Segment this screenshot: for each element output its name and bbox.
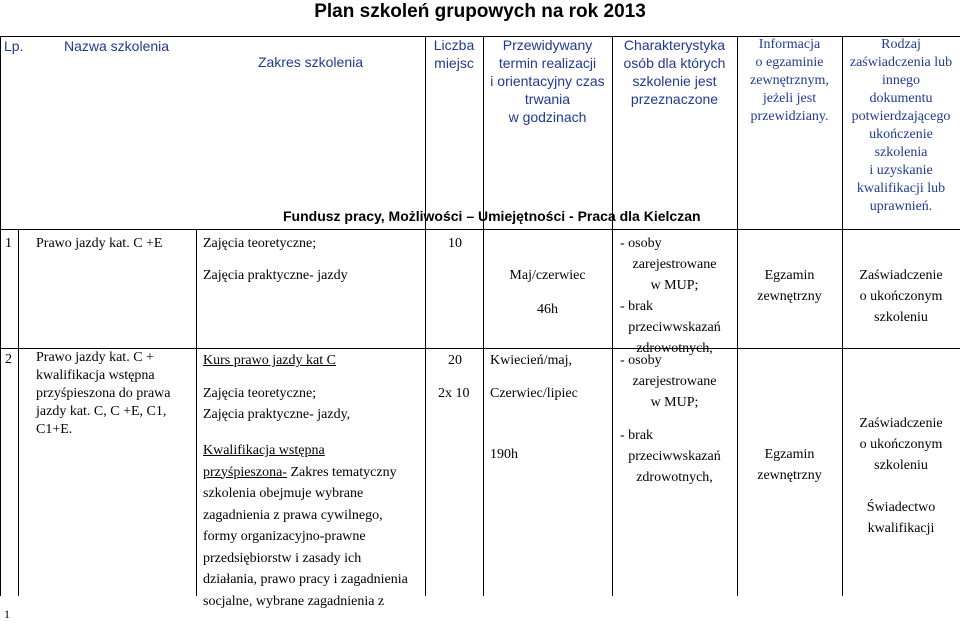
header-charakterystyka [612, 36, 737, 108]
row1-liczba: 10 [448, 236, 462, 251]
row1-zakres-line: Zajęcia praktyczne- jazdy [203, 268, 348, 283]
row2-egzamin-line: zewnętrzny [757, 468, 822, 483]
row1-czas: 46h [537, 302, 558, 317]
row1-dokument-line: o ukończonym [859, 289, 943, 304]
row2-kw-block [203, 440, 425, 612]
row1-char-line: zarejestrowane [632, 257, 717, 272]
row1-egzamin [737, 265, 842, 307]
header-termin-line: i orientacyjny czas [490, 73, 605, 89]
row2-termin: Czerwiec/lipiec [490, 386, 578, 401]
header-charakterystyka-line: Charakterystyka [623, 37, 726, 53]
header-termin-line: termin realizacji [498, 55, 597, 71]
row1-dokument [842, 265, 960, 328]
row2-nazwa-line: C1+E. [36, 422, 73, 437]
row2-dokument-line: kwalifikacji [867, 521, 935, 536]
row2-kw-line: działania, prawo pracy i zagadnienia [203, 572, 408, 587]
row2-liczba: 2x 10 [438, 386, 470, 401]
row2-kw-line: formy organizacyjno-prawne [203, 529, 366, 544]
row2-kw-line: przedsiębiorstw i zasady ich [203, 550, 362, 566]
header-informacja-line: Informacja [758, 37, 821, 52]
row1-termin: Maj/czerwiec [509, 268, 586, 283]
header-rodzaj-line: potwierdzającego [851, 109, 951, 124]
row2-dokument-line: Zaświadczenie [859, 416, 943, 431]
row2-lp: 2 [5, 352, 12, 367]
row2-char-line: w MUP; [650, 395, 699, 410]
header-rodzaj-line: ukończenie [869, 127, 933, 142]
row2-kw-title2: przyśpieszona- [203, 464, 287, 480]
row1-char-line: zdrowotnych, [636, 341, 713, 356]
row2-termin: Kwiecień/maj, [490, 353, 573, 368]
row2-czas: 190h [490, 447, 518, 462]
header-informacja-line: o egzaminie [755, 55, 824, 70]
row1-zakres-line: Zajęcia teoretyczne; [203, 236, 317, 251]
row2-kw-line: szkolenia obejmuje wybrane [203, 486, 364, 501]
header-rodzaj-line: uprawnień. [869, 199, 933, 214]
row2-nazwa-line: Prawo jazdy kat. C + [36, 350, 154, 365]
page-number: 1 [4, 607, 10, 621]
row2-nazwa-line: jazdy kat. C, C +E, C1, [36, 404, 167, 419]
header-informacja-line: jeżeli jest [762, 91, 817, 106]
row1-egzamin-line: zewnętrzny [757, 289, 822, 304]
row2-kw-line: zagadnienia z prawa cywilnego, [203, 507, 383, 523]
fund-line: Fundusz pracy, Możliwości – Umiejętności - Praca dla Kielczan [283, 208, 701, 224]
row2-kw-line [203, 462, 425, 484]
row1-dokument-line: Zaświadczenie [859, 268, 943, 283]
row2-char-line: - brak [620, 428, 654, 443]
page-title: Plan szkoleń grupowych na rok 2013 [314, 1, 646, 22]
header-charakterystyka-line: przeznaczone [630, 91, 719, 107]
row1-nazwa: Prawo jazdy kat. C +E [36, 236, 163, 251]
header-termin-line: trwania [524, 91, 571, 107]
row1-dokument-line: szkoleniu [874, 310, 928, 325]
row1-char-line: przeciwwskazań [628, 320, 721, 335]
header-nazwa: Nazwa szkolenia [64, 38, 170, 54]
header-rodzaj-line: dokumentu [869, 91, 933, 106]
header-termin [483, 36, 612, 126]
row2-dokument [842, 413, 960, 539]
row2-charakterystyka [612, 350, 737, 488]
row2-char-line: zarejestrowane [632, 374, 717, 389]
header-zakres: Zakres szkolenia [257, 54, 364, 70]
row1-lp: 1 [5, 236, 12, 251]
header-termin-line: Przewidywany [502, 37, 593, 53]
header-termin-line: w godzinach [508, 109, 587, 125]
col-divider [18, 229, 19, 596]
header-liczba-line: miejsc [434, 55, 474, 71]
row1-char-line: - osoby [620, 236, 662, 251]
row2-zakres-title: Kurs prawo jazdy kat C [203, 353, 336, 368]
header-rodzaj-line: innego [881, 73, 921, 88]
header-informacja-line: przewidziany. [750, 109, 829, 124]
header-rodzaj-line: i uzyskanie [869, 163, 933, 178]
header-charakterystyka-line: osób dla których [623, 55, 726, 71]
row2-char-line: przeciwwskazań [628, 449, 721, 464]
header-lp: Lp. [4, 38, 24, 54]
row2-nazwa-line: przyśpieszona do prawa [36, 386, 171, 401]
col-divider [196, 229, 197, 596]
row2-char-line: - osoby [620, 353, 662, 368]
header-rodzaj [842, 36, 960, 216]
row1-char-line: w MUP; [650, 278, 699, 293]
header-rodzaj-line: szkolenia [874, 145, 928, 160]
row2-zakres-line: Zajęcia teoretyczne; [203, 386, 317, 401]
row2-kw-title: Kwalifikacja wstępna [203, 443, 325, 458]
row2-nazwa [36, 349, 171, 439]
header-bottom-border [0, 229, 960, 230]
header-informacja [737, 36, 842, 126]
header-informacja-line: zewnętrznym, [750, 73, 829, 88]
row2-dokument-line: o ukończonym [859, 437, 943, 452]
row1-char-line: - brak [620, 299, 654, 314]
row2-kw-line: socjalne, wybrane zagadnienia z [203, 593, 385, 609]
header-liczba [425, 36, 483, 72]
col-divider [0, 36, 1, 596]
row2-kw-rest: Zakres tematyczny [286, 464, 397, 480]
row2-dokument-line: szkoleniu [874, 458, 928, 473]
header-rodzaj-line: kwalifikacji lub [856, 181, 946, 196]
row2-egzamin [737, 444, 842, 486]
col-divider [425, 36, 426, 596]
header-charakterystyka-line: szkolenie jest [632, 73, 717, 89]
header-rodzaj-line: zaświadczenia lub [849, 55, 953, 70]
header-rodzaj-line: Rodzaj [881, 37, 921, 52]
row2-egzamin-line: Egzamin [764, 447, 815, 462]
header-liczba-line: Liczba [433, 37, 475, 53]
row2-zakres-line: Zajęcia praktyczne- jazdy, [203, 407, 351, 422]
row2-char-line: zdrowotnych, [636, 470, 713, 485]
row2-nazwa-line: kwalifikacja wstępna [36, 368, 155, 383]
row1-egzamin-line: Egzamin [764, 268, 815, 283]
row2-dokument-line: Świadectwo [866, 500, 936, 515]
row1-charakterystyka [612, 233, 737, 359]
row2-liczba: 20 [448, 353, 462, 368]
